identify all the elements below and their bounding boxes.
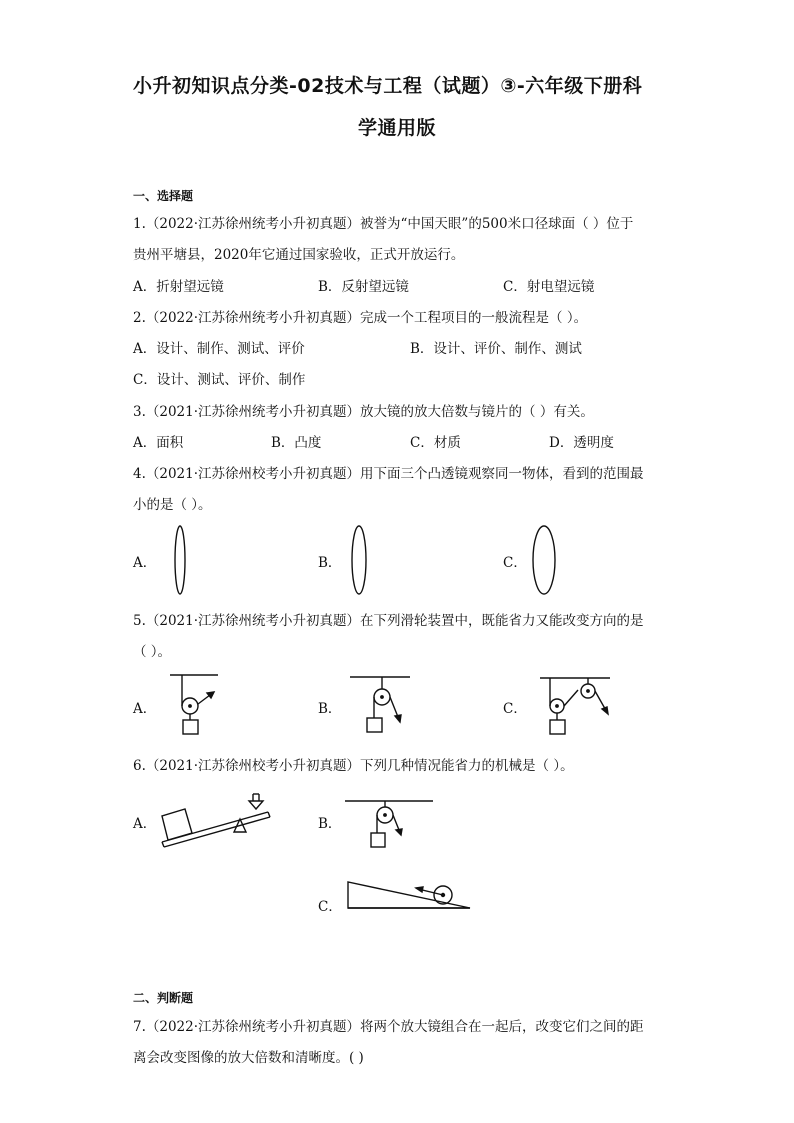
- q5-option-b-label: B．: [318, 701, 342, 717]
- section-choice-heading: 一、选择题: [133, 189, 194, 203]
- q7-text-line2: 离会改变图像的放大倍数和清晰度。( ): [133, 1050, 364, 1066]
- lens-b-figure: [349, 525, 369, 595]
- q2-option-a: A．设计、制作、测试、评价: [133, 341, 305, 357]
- lens-c-figure: [530, 525, 560, 595]
- q3-option-a: A．面积: [133, 435, 184, 451]
- incline-c-figure: [346, 878, 476, 913]
- q6-option-b-label: B．: [318, 816, 342, 832]
- q3-option-b: B．凸度: [271, 435, 322, 451]
- doc-title-line1: 小升初知识点分类-02技术与工程（试题）③-六年级下册科: [133, 75, 643, 97]
- q3-text-line1: 3.（2021·江苏徐州统考小升初真题）放大镜的放大倍数与镜片的（ ）有关。: [133, 404, 594, 420]
- q3-option-d: D．透明度: [549, 435, 614, 451]
- pulley-a-figure: [170, 672, 240, 747]
- lens-a-figure: [170, 525, 190, 595]
- q5-option-a-label: A．: [133, 701, 157, 717]
- section-judge-heading: 二、判断题: [133, 991, 194, 1005]
- q1-text-line1: 1.（2022·江苏徐州统考小升初真题）被誉为“中国天眼”的500米口径球面（ ）位于: [133, 216, 634, 232]
- q4-text-line2: 小的是（ ）。: [133, 497, 212, 513]
- q4-option-c-label: C．: [503, 555, 527, 571]
- q1-option-a: A．折射望远镜: [133, 279, 224, 295]
- q4-text-line1: 4.（2021·江苏徐州校考小升初真题）用下面三个凸透镜观察同一物体，看到的范围最: [133, 466, 644, 482]
- q3-option-c: C．材质: [410, 435, 461, 451]
- q2-option-b: B．设计、评价、制作、测试: [410, 341, 582, 357]
- q2-text-line1: 2.（2022·江苏徐州统考小升初真题）完成一个工程项目的一般流程是（ ）。: [133, 310, 588, 326]
- q6-text-line1: 6.（2021·江苏徐州校考小升初真题）下列几种情况能省力的机械是（ ）。: [133, 758, 574, 774]
- q5-text-line1: 5.（2021·江苏徐州统考小升初真题）在下列滑轮装置中，既能省力又能改变方向的是: [133, 613, 644, 629]
- q1-option-b: B．反射望远镜: [318, 279, 409, 295]
- q4-option-a-label: A．: [133, 555, 157, 571]
- q7-text-line1: 7.（2022·江苏徐州统考小升初真题）将两个放大镜组合在一起后，改变它们之间的距: [133, 1019, 644, 1035]
- q1-option-c: C．射电望远镜: [503, 279, 595, 295]
- pulley-b-figure: [350, 672, 420, 747]
- lever-a-figure: [160, 792, 275, 852]
- pulley-c-figure: [540, 672, 620, 747]
- q1-text-line2: 贵州平塘县，2020年它通过国家验收，正式开放运行。: [133, 247, 465, 263]
- q4-option-b-label: B．: [318, 555, 342, 571]
- pulley-q6-b-figure: [345, 795, 440, 855]
- q6-option-c-label: C．: [318, 899, 342, 915]
- q2-option-c: C．设计、测试、评价、制作: [133, 372, 306, 388]
- q5-option-c-label: C．: [503, 701, 527, 717]
- q5-text-line2: （ ）。: [133, 644, 172, 660]
- q6-option-a-label: A．: [133, 816, 157, 832]
- doc-title-line2: 学通用版: [358, 117, 437, 139]
